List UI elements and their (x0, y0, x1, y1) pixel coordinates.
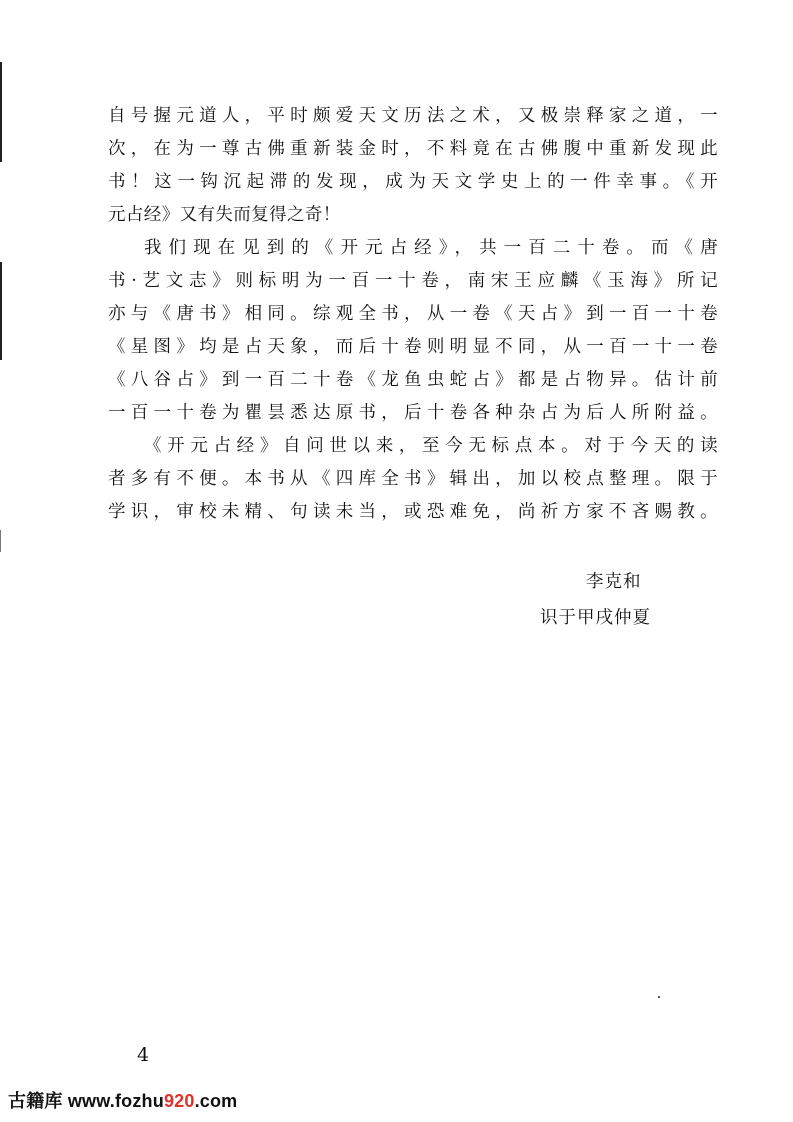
text-line: 《星图》均是占天象，而后十卷则明显不同，从一百一十一卷 (108, 337, 718, 357)
text-line: 书·艺文志》则标明为一百一十卷，南宋王应麟《玉海》所记 (108, 271, 718, 291)
watermark-url-suffix: .com (194, 1091, 238, 1111)
scan-edge-mark (0, 530, 1, 552)
page-number: 4 (137, 1044, 150, 1066)
text-line: 亦与《唐书》相同。综观全书，从一卷《天占》到一百一十卷 (108, 304, 718, 324)
text-line: 一百一十卷为瞿昙悉达原书，后十卷各种杂占为后人所附益。 (108, 403, 718, 423)
signature-author: 李克和 (586, 572, 642, 592)
text-line: 学识，审校未精、句读未当，或恐难免，尚祈方家不吝赐教。 (108, 502, 718, 522)
text-line: 自号握元道人，平时颇爱天文历法之术，又极崇释家之道，一 (108, 106, 718, 126)
text-line: 元占经》又有失而复得之奇！ (108, 205, 341, 225)
signature-date: 识于甲戌仲夏 (540, 608, 651, 628)
text-line: 《开元占经》自问世以来，至今无标点本。对于今天的读 (144, 436, 718, 456)
watermark-site-name: 古籍库 (8, 1091, 63, 1111)
text-line: 者多有不便。本书从《四库全书》辑出，加以校点整理。限于 (108, 469, 718, 489)
watermark-url-number: 920 (163, 1091, 195, 1111)
text-line: 《八谷占》到一百二十卷《龙鱼虫蛇占》都是占物异。估计前 (108, 370, 718, 390)
scan-edge-mark (0, 62, 2, 162)
text-line: 书！这一钩沉起滞的发现，成为天文学史上的一件幸事。《开 (108, 172, 718, 192)
scan-edge-mark (0, 262, 2, 360)
scan-speck (658, 996, 660, 998)
text-line: 次，在为一尊古佛重新装金时，不料竟在古佛腹中重新发现此 (108, 139, 718, 159)
text-line: 我们现在见到的《开元占经》，共一百二十卷。而《唐 (144, 238, 718, 258)
watermark (8, 1087, 237, 1113)
body-text (108, 100, 718, 529)
watermark-url-prefix: www.fozhu (67, 1091, 164, 1111)
